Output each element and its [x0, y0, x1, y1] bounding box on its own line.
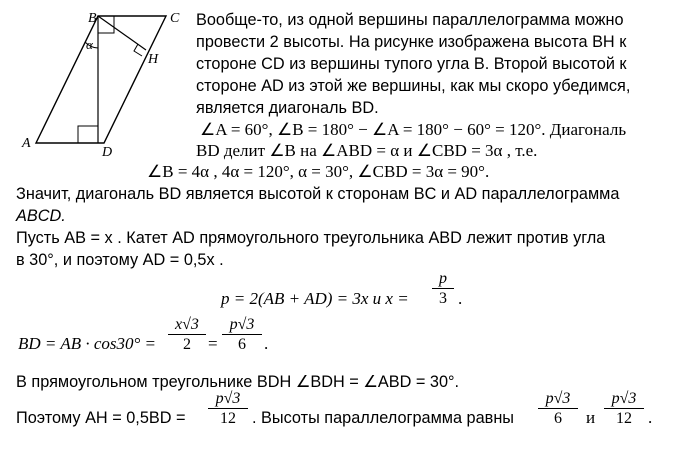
fraction-numerator: p√3: [611, 390, 637, 407]
fraction-numerator: p√3: [215, 390, 241, 407]
final-fraction-3: [604, 390, 644, 429]
fraction-numerator: p√3: [229, 316, 255, 333]
label-h: H: [148, 52, 159, 67]
parallelogram-outline: [36, 16, 166, 143]
angles-line-1: ∠A = 60°, ∠B = 180° − ∠A = 180° − 60° = 120°. Диагональ: [200, 120, 627, 139]
para1-line-5: является диагональ BD.: [196, 99, 379, 117]
parallelogram-figure: [0, 0, 200, 160]
para1-line-3: стороне CD из вершины тупого угла B. Второй высотой к: [196, 55, 627, 73]
label-c: C: [170, 11, 180, 26]
triangle-line: В прямоугольном треугольнике BDH ∠BDH = ∠ABD = 30°.: [16, 373, 460, 391]
perimeter-fraction: [432, 270, 454, 309]
perimeter-period: .: [458, 289, 463, 308]
conclusion-line-2: ABCD.: [16, 207, 66, 225]
bd-period: .: [264, 334, 269, 353]
para1-line-4: стороне AD из этой же вершины, как мы скоро убедимся,: [196, 77, 631, 95]
fraction-denominator: 12: [220, 410, 236, 427]
angles-line-3: ∠B = 4α , 4α = 120°, α = 30°, ∠CBD = 3α = 90°.: [147, 162, 490, 181]
angles-line-2: BD делит ∠B на ∠ABD = α и ∠CBD = 3α , т.е.: [196, 141, 538, 160]
conclusion-line-1: Значит, диагональ BD является высотой к сторонам BC и AD параллелограмма: [16, 185, 620, 203]
fraction-denominator: 6: [238, 336, 246, 353]
final-heights-text: . Высоты параллелограмма равны: [252, 409, 515, 427]
final-fraction-1: [208, 390, 248, 429]
fraction-denominator: 3: [439, 290, 447, 307]
perimeter-formula: p = 2(AB + AD) = 3x и x =: [221, 289, 409, 308]
label-b: B: [88, 11, 97, 26]
fraction-denominator: 2: [183, 336, 191, 353]
para1-line-1: Вообще-то, из одной вершины параллелограмма можно: [196, 11, 624, 29]
let-line-1: Пусть AB = x . Катет AD прямоугольного треугольника ABD лежит против угла: [16, 229, 606, 247]
bd-equals: =: [208, 334, 218, 353]
fraction-numerator: p√3: [545, 390, 571, 407]
final-fraction-2: [538, 390, 578, 429]
fraction-denominator: 6: [554, 410, 562, 427]
bd-fraction-2: [222, 316, 262, 355]
right-angle-mark-b: [98, 16, 114, 33]
final-period: .: [648, 408, 653, 427]
final-formula: Поэтому AH = 0,5BD =: [16, 409, 186, 427]
fraction-denominator: 12: [616, 410, 632, 427]
fraction-numerator: x√3: [175, 316, 199, 333]
para1-line-2: провести 2 высоты. На рисунке изображена высота BH к: [196, 33, 627, 51]
bd-formula: BD = AB · cos30° =: [18, 334, 157, 353]
right-angle-mark-d: [78, 126, 98, 143]
label-alpha: α: [86, 37, 93, 52]
label-a: A: [22, 136, 31, 151]
let-line-2: в 30°, и поэтому AD = 0,5x .: [16, 251, 224, 269]
label-d: D: [102, 145, 113, 160]
bd-fraction-1: [168, 316, 206, 355]
fraction-numerator: p: [439, 270, 447, 287]
final-and: и: [586, 408, 596, 427]
